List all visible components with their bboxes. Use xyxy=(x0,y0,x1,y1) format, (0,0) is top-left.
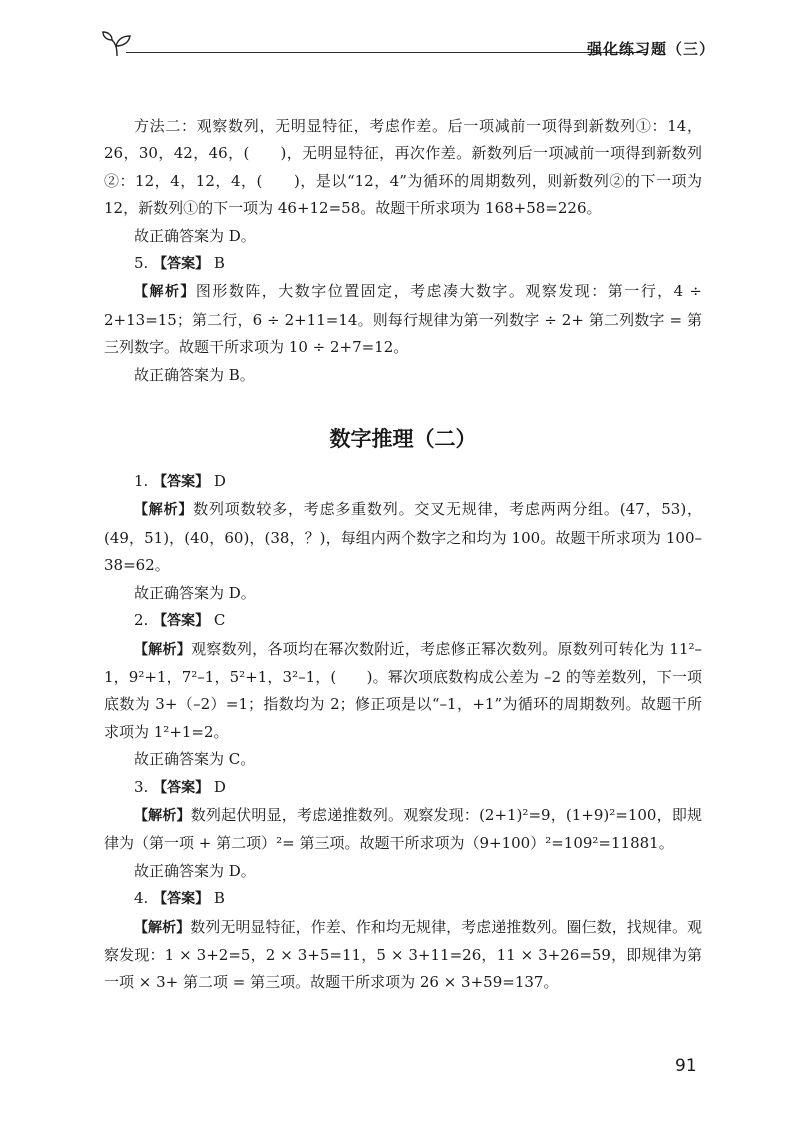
section-title: 数字推理（二） xyxy=(329,427,477,452)
sprout-icon xyxy=(100,30,134,58)
analysis-text: 数列起伏明显，考虑递推数列。观察发现：(2+1)²=9，(1+9)²=100，即规律为（第一项 + 第二项）²= 第三项。故题干所求项为（9+100）²=109²=11881。 xyxy=(104,805,703,853)
page-number: 91 xyxy=(675,1056,697,1076)
analysis-text: 观察数列，各项均在幂次数附近，考虑修正幂次数列。原数列可转化为 11²–1，9²+1，7²–1，5²+1，3²–1，( )。幂次项底数构成公差为 –2 的等差数列，下一项底数为 3+（–2）=1；指数均为 2；修正项是以“–1，+1”为循环的周期数列。故题干所求项为 1²+1=2。 xyxy=(104,639,703,741)
analysis-tag: 【解析】 xyxy=(134,502,194,519)
answer-line-3 xyxy=(104,774,702,802)
analysis-text: 图形数阵，大数字位置固定，考虑凑大数字。观察发现：第一行，4 ÷ 2+13=15；第二行，6 ÷ 2+11=14。则每行规律为第一列数字 ÷ 2+ 第二列数字 = 第三列数字。故题干所求项为 10 ÷ 2+7=12。 xyxy=(104,282,703,357)
running-header xyxy=(100,24,715,64)
analysis-tag: 【解析】 xyxy=(134,919,191,936)
answer-line-1 xyxy=(104,468,702,496)
answer-line-4 xyxy=(104,885,702,913)
analysis-tag: 【解析】 xyxy=(134,284,196,301)
answer-tag: 【答案】 xyxy=(153,613,210,630)
answer-value: B xyxy=(213,254,225,273)
analysis-paragraph-1 xyxy=(104,496,702,579)
analysis-tag: 【解析】 xyxy=(134,807,191,824)
conclusion-line: 故正确答案为 C。 xyxy=(134,750,256,769)
answer-number: 4. xyxy=(134,889,149,908)
header-title: 强化练习题（三） xyxy=(586,40,715,58)
answer-tag: 【答案】 xyxy=(153,256,210,273)
analysis-paragraph-5 xyxy=(104,278,702,361)
page-body xyxy=(104,113,702,997)
answer-number: 2. xyxy=(134,611,149,630)
analysis-text: 数列项数较多，考虑多重数列。交叉无规律，考虑两两分组。(47，53)，(49，51)，(40，60)，(38，？)，每组内两个数字之和均为 100。故题干所求项为 100–38=62。 xyxy=(104,500,703,575)
header-rule xyxy=(126,52,648,53)
answer-tag: 【答案】 xyxy=(153,779,210,796)
answer-value: C xyxy=(213,611,226,630)
analysis-paragraph-2 xyxy=(104,636,702,747)
method-two-paragraph: 方法二：观察数列，无明显特征，考虑作差。后一项减前一项得到新数列①：14，26，30，42，46，( )，无明显特征，再次作差。新数列后一项减前一项得到新数列②：12，4，12，4，( )，是以“12，4”为循环的周期数列，则新数列②的下一项为 12，新数列①的下一项为 46+12=58。故题干所求项为 168+58=226。 xyxy=(104,117,702,218)
answer-number: 3. xyxy=(134,777,149,796)
conclusion-line: 故正确答案为 D。 xyxy=(134,583,256,602)
analysis-paragraph-4 xyxy=(104,914,702,997)
conclusion-line: 故正确答案为 D。 xyxy=(134,861,256,880)
answer-line-2 xyxy=(104,607,702,635)
conclusion-line: 故正确答案为 D。 xyxy=(134,226,256,245)
answer-number: 5. xyxy=(134,254,149,273)
analysis-paragraph-3 xyxy=(104,802,702,858)
answer-tag: 【答案】 xyxy=(153,474,210,491)
analysis-tag: 【解析】 xyxy=(134,641,192,658)
analysis-text: 数列无明显特征，作差、作和均无规律，考虑递推数列。圈仨数，找规律。观察发现：1 × 3+2=5，2 × 3+5=11，5 × 3+11=26，11 × 3+26=59，即规律为第一项 × 3+ 第二项 = 第三项。故题干所求项为 26 × 3+59=137。 xyxy=(104,917,702,992)
answer-value: D xyxy=(213,777,226,796)
conclusion-line: 故正确答案为 B。 xyxy=(134,365,255,384)
answer-tag: 【答案】 xyxy=(153,891,210,908)
answer-line-5 xyxy=(104,250,702,278)
answer-value: B xyxy=(213,889,225,908)
answer-number: 1. xyxy=(134,472,149,491)
answer-value: D xyxy=(213,472,226,491)
